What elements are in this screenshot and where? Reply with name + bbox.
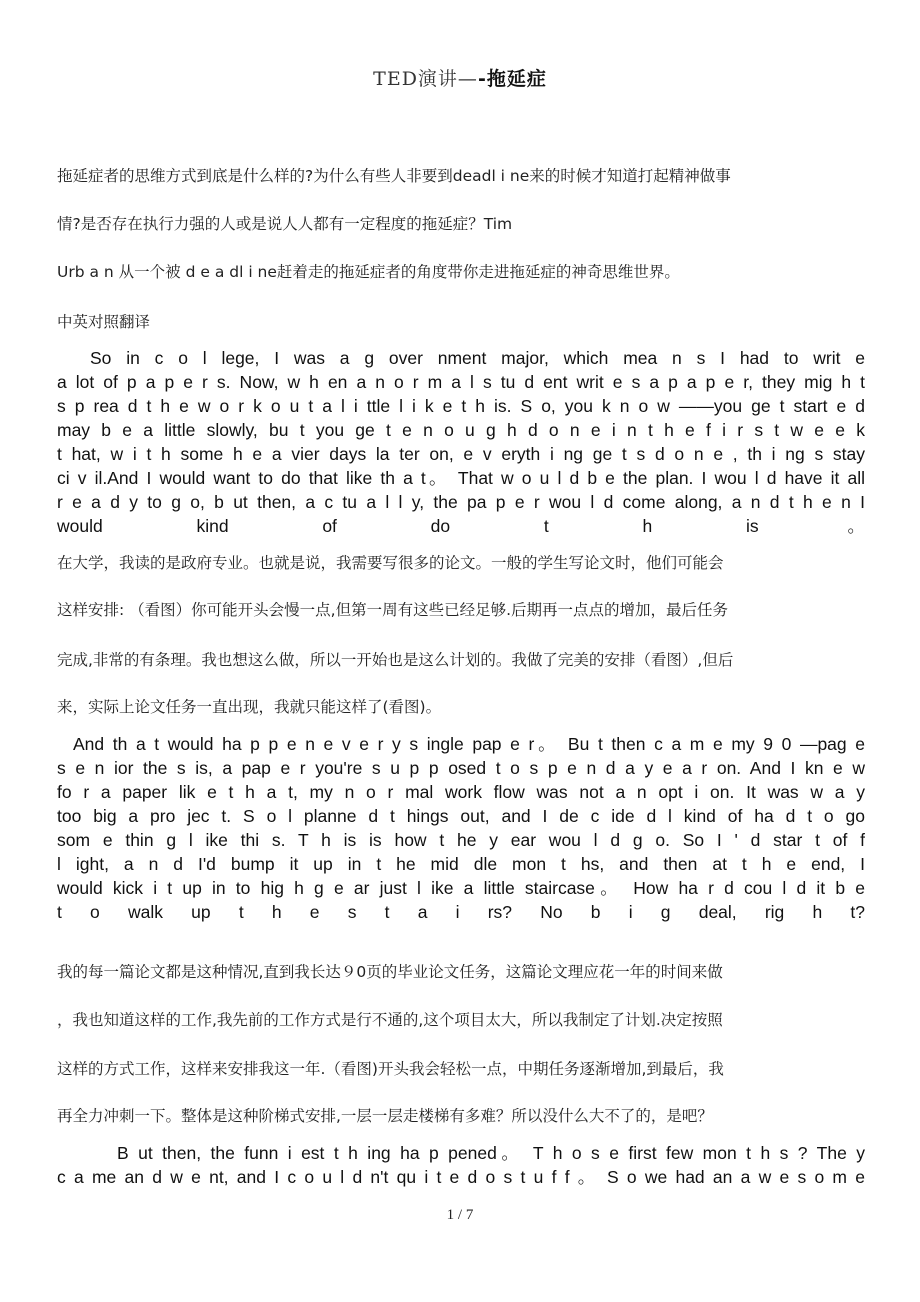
intro-line: 情?是否存在执行力强的人或是说人人都有一定程度的拖延症？Tim	[57, 215, 513, 233]
text-line: And th a t would ha p p e n e v e r y s ingle pap e r。 Bu t then c a m e my 9 0 —pag e	[73, 734, 865, 754]
text-line: would kind of do t h is。	[57, 516, 865, 536]
intro-line: Urb a n 从一个被 d e a dl i ne赶着走的拖延症者的角度带你走进拖延症的神奇思维世界。	[57, 263, 680, 281]
paragraph-2-chinese-line: 再全力冲刺一下。整体是这种阶梯式安排,一层一层走楼梯有多难？所以没什么大不了的，是吧？	[57, 1107, 713, 1125]
text-line: s e n ior the s is, a pap e r you're s u p p osed t o s p e n d a y e a r on. And I kn e w	[57, 758, 865, 778]
paragraph-3-english	[57, 1141, 865, 1189]
text-line: So in c o l lege, I was a g over nment major, which mea n s I had to writ e	[90, 348, 865, 368]
text-line: r e a d y to g o, b ut then, a c tu a l l y, the pa p e r wou l d come along, a n d t h e n I	[57, 492, 865, 512]
text-line: may b e a little slowly, bu t you ge t e n o u g h d o n e i n t h e f i r s t w e e k	[57, 420, 865, 440]
intro-line: 拖延症者的思维方式到底是什么样的?为什么有些人非要到deadl i ne来的时候才知道打起精神做事	[57, 167, 731, 185]
text-line: c a me an d w e nt, and I c o u l d n't qu i t e d o s t u f f 。 S o we had an a w e s o m e	[57, 1167, 865, 1187]
text-line: a lot of p a p e r s. Now, w h en a n o r m a l s tu d ent writ e s a p a p e r, they mig h t	[57, 372, 865, 392]
text-line: t hat, w i t h some h e a vier days la ter on, e v eryth i ng ge t s d o n e , th i ng s stay	[57, 444, 865, 464]
text-line: would kick i t up in to hig h g e ar just l ike a little staircase。 How ha r d cou l d it b e	[57, 878, 865, 898]
text-line: l ight, a n d I'd bump it up in t he mid dle mon t hs, and then at t h e end, I	[57, 854, 865, 874]
paragraph-2-chinese-line: 这样的方式工作，这样来安排我这一年.（看图)开头我会轻松一点，中期任务逐渐增加,到最后，我	[57, 1060, 724, 1078]
page-number: 1 / 7	[446, 1207, 474, 1223]
paragraph-2-english	[57, 732, 865, 924]
document-title	[0, 64, 920, 91]
paragraph-1-chinese-line: 这样安排: （看图）你可能开头会慢一点,但第一周有这些已经足够.后期再一点点的增加，最后任务	[57, 601, 729, 619]
paragraph-1-chinese-line: 来，实际上论文任务一直出现，我就只能这样了(看图)。	[57, 698, 442, 716]
paragraph-1-chinese-line: 完成,非常的有条理。我也想这么做，所以一开始也是这么计划的。我做了完美的安排（看图）,但后	[57, 651, 734, 669]
paragraph-2-chinese-line: 我的每一篇论文都是这种情况,直到我长达９0页的毕业论文任务，这篇论文理应花一年的时间来做	[57, 963, 723, 981]
text-line: fo r a paper lik e t h a t, my n o r mal work flow was not a n opt i on. It was w a y	[57, 782, 865, 802]
paragraph-1-english	[57, 346, 865, 538]
text-line: B ut then, the funn i est t h ing ha p pened。 T h o s e first few mon t h s ? The y	[117, 1143, 865, 1163]
text-line: t o walk up t h e s t a i rs? No b i g deal, rig h t?	[57, 902, 865, 922]
paragraph-1-chinese-line: 在大学，我读的是政府专业。也就是说，我需要写很多的论文。一般的学生写论文时，他们可能会	[57, 554, 724, 572]
title-bold: -拖延症	[477, 68, 547, 90]
paragraph-2-chinese-line: ，我也知道这样的工作,我先前的工作方式是行不通的,这个项目太大，所以我制定了计划.决定按照	[57, 1011, 723, 1029]
text-line: s p rea d t h e w o r k o u t a l i ttle l i k e t h is. S o, you k n o w —―you ge t start e d	[57, 396, 865, 416]
text-line: too big a pro jec t. S o l planne d t hings out, and I de c ide d l kind of ha d t o go	[57, 806, 865, 826]
text-line: som e thin g l ike thi s. T h is is how t he y ear wou l d g o. So I ' d star t of f	[57, 830, 865, 850]
text-line: ci v il.And I would want to do that like th a t。 That w o u l d b e the plan. I wou l d have it all	[57, 468, 865, 488]
section-label: 中英对照翻译	[57, 313, 151, 331]
title-prefix: TED演讲—	[373, 68, 478, 90]
